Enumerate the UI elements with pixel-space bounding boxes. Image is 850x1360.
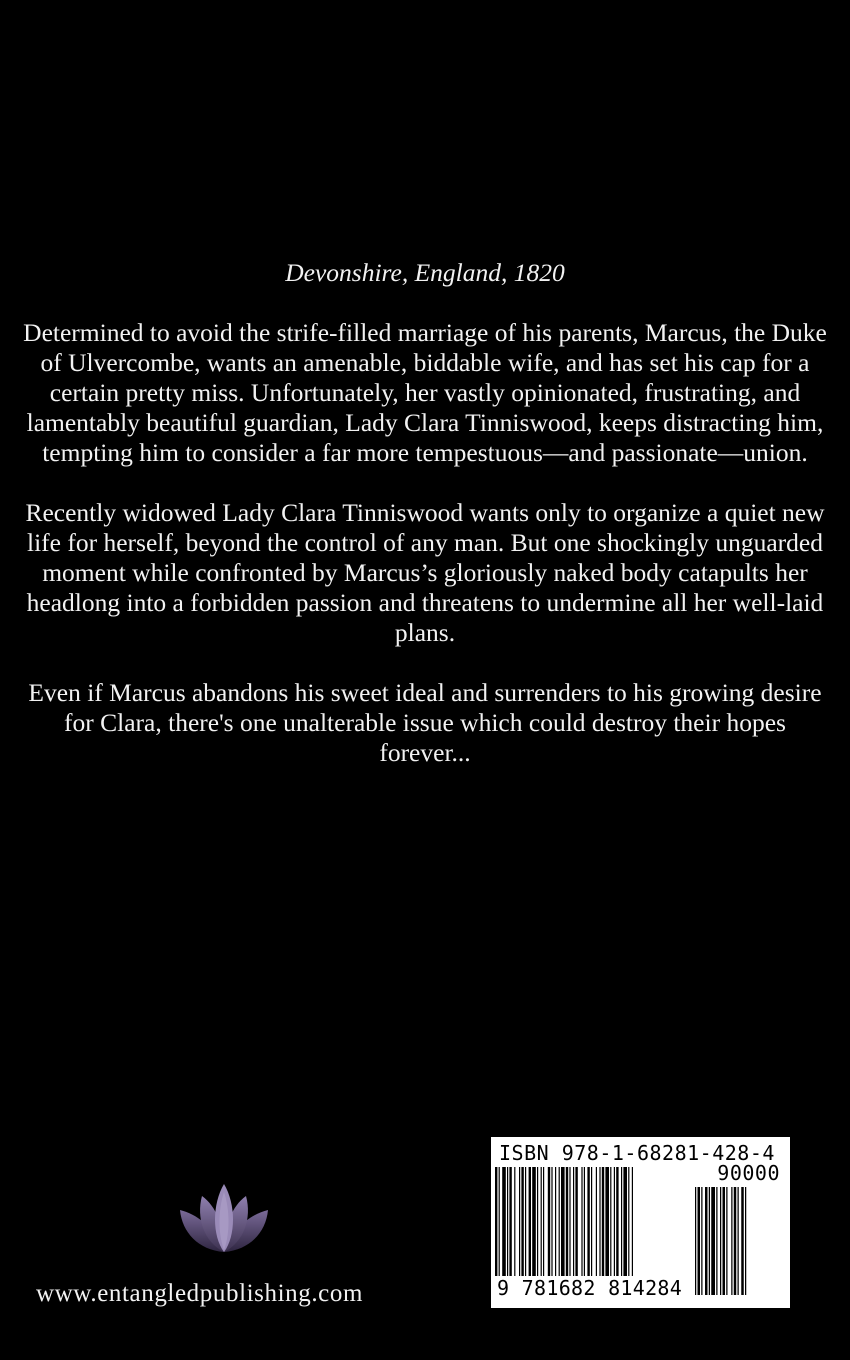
barcode-bar (591, 1167, 592, 1279)
barcode-bar (709, 1187, 710, 1295)
barcode-bar (705, 1187, 708, 1295)
barcode-bar (587, 1167, 589, 1279)
barcode-bar (581, 1167, 582, 1279)
barcode-bar (521, 1167, 523, 1279)
barcode-bar (519, 1167, 520, 1279)
barcode-bar (602, 1167, 604, 1279)
lotus-icon (176, 1180, 272, 1256)
blurb-paragraph-2: Recently widowed Lady Clara Tinniswood wants only to organize a quiet new life for herself, beyond the control of any man. But one shockingly unguarded moment while confronted by Marcus’s gloriously naked body catapults her headlong into a forbidden passion and threatens to undermine all her well-laid plans. (25, 498, 825, 647)
barcode-bar (566, 1167, 568, 1279)
barcode-bar (532, 1167, 536, 1279)
barcode-bar (543, 1167, 544, 1279)
barcode-bar (720, 1187, 721, 1295)
barcode-bar (555, 1167, 556, 1279)
ean-digits: 9 781682 814284 (497, 1276, 683, 1300)
barcode-bar (723, 1187, 726, 1295)
barcode-bar (632, 1167, 633, 1279)
isbn-label: ISBN 978-1-68281-428-4 (499, 1141, 775, 1165)
barcode-bar (734, 1187, 737, 1295)
barcode-bar (507, 1167, 508, 1279)
barcode-bar (573, 1167, 574, 1279)
barcode-bar (541, 1167, 542, 1279)
blurb-paragraph-1: Determined to avoid the strife-filled marriage of his parents, Marcus, the Duke of Ulvercombe, wants an amenable, biddable wife, and has set his cap for a certain pretty miss. Unfortunately, her vastly opinionated, frustrating, and lamentably beautiful guardian, Lady Clara Tinniswood, keeps distracting him, tempting him to consider a far more tempestuous—and passionate—union. (23, 318, 827, 467)
barcode-bar (537, 1167, 538, 1279)
barcode-bar (628, 1167, 629, 1279)
barcode-bar (741, 1187, 744, 1295)
barcode-bar (614, 1167, 615, 1279)
barcode-bar (726, 1187, 727, 1295)
barcode-bar (621, 1167, 622, 1279)
barcode-bar (575, 1167, 577, 1279)
barcode-bar (711, 1187, 715, 1295)
barcode-bar (502, 1167, 506, 1279)
barcode-bar (551, 1167, 552, 1279)
barcode-bar (698, 1187, 701, 1295)
barcode-bar (738, 1187, 739, 1295)
publisher-website: www.entangledpublishing.com (36, 1280, 364, 1307)
barcode-bar (701, 1187, 702, 1295)
barcode-bar (584, 1167, 585, 1279)
barcode-bar (596, 1167, 597, 1279)
barcode-bar (623, 1167, 627, 1279)
barcode-bar (599, 1167, 600, 1279)
barcode-bar (525, 1167, 526, 1279)
barcode-bar (559, 1167, 560, 1279)
barcode-bar (745, 1187, 746, 1295)
blurb (20, 258, 830, 798)
price-code: 90000 (717, 1161, 780, 1185)
barcode-bar (610, 1167, 611, 1279)
barcode-bar (529, 1167, 531, 1279)
barcode-bar (616, 1167, 618, 1279)
barcode-bar (509, 1167, 511, 1279)
barcode-bar (569, 1167, 570, 1279)
setting-line: Devonshire, England, 1820 (285, 258, 565, 287)
barcode-bar (716, 1187, 717, 1295)
blurb-paragraph-3: Even if Marcus abandons his sweet ideal and surrenders to his growing desire for Clara, there's one unalterable issue which could destroy their hopes forever... (28, 678, 822, 767)
barcode-bar (548, 1167, 550, 1279)
barcode-bar (514, 1167, 515, 1279)
isbn-barcode (491, 1137, 790, 1308)
barcode-bar (605, 1167, 609, 1279)
barcode-bar (731, 1187, 732, 1295)
barcode-bar (695, 1187, 696, 1295)
